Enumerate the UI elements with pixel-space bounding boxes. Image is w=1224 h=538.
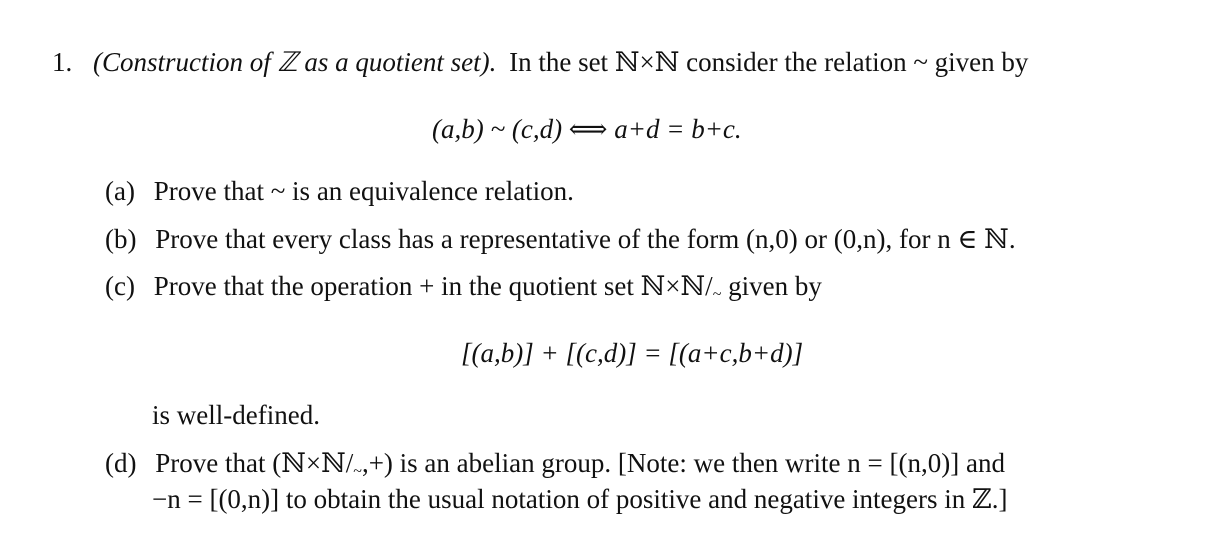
part-d-text-after: ,+) is an abelian group. [Note: we then write n = [(n,0)] and <box>361 448 1005 478</box>
part-c-quotient-sub: ~ <box>712 286 722 303</box>
part-c-label: (c) <box>105 271 135 301</box>
part-d-text-before: Prove that (ℕ×ℕ/ <box>155 448 354 478</box>
part-d-label: (d) <box>105 448 137 478</box>
problem-intro: In the set ℕ×ℕ consider the relation ~ given by <box>509 47 1029 77</box>
part-a-label: (a) <box>105 176 135 206</box>
part-d-line-1 <box>105 447 1147 488</box>
part-b <box>105 223 1016 255</box>
operation-display-equation: [(a,b)] + [(c,d)] = [(a+c,b+d)] <box>461 338 804 368</box>
relation-display-equation: (a,b) ~ (c,d) ⟺ a+d = b+c. <box>432 114 742 144</box>
part-c-continuation: is well-defined. <box>152 400 320 430</box>
problem-title: (Construction of ℤ as a quotient set). <box>93 47 497 77</box>
part-b-text: Prove that every class has a representative of the form (n,0) or (0,n), for n ∈ ℕ. <box>155 224 1016 254</box>
part-d-line-2: −n = [(0,n)] to obtain the usual notation of positive and negative integers in ℤ.] <box>152 484 1008 514</box>
part-b-label: (b) <box>105 224 137 254</box>
part-c <box>105 270 822 311</box>
part-c-text-after: given by <box>721 271 822 301</box>
part-a <box>105 175 574 207</box>
part-a-text: Prove that ~ is an equivalence relation. <box>153 176 574 206</box>
part-d-quotient-sub: ~ <box>353 463 362 480</box>
part-c-text-before: Prove that the operation + in the quotient set ℕ×ℕ/ <box>153 271 713 301</box>
problem-number: 1. <box>52 47 73 77</box>
problem-header <box>52 46 1028 78</box>
